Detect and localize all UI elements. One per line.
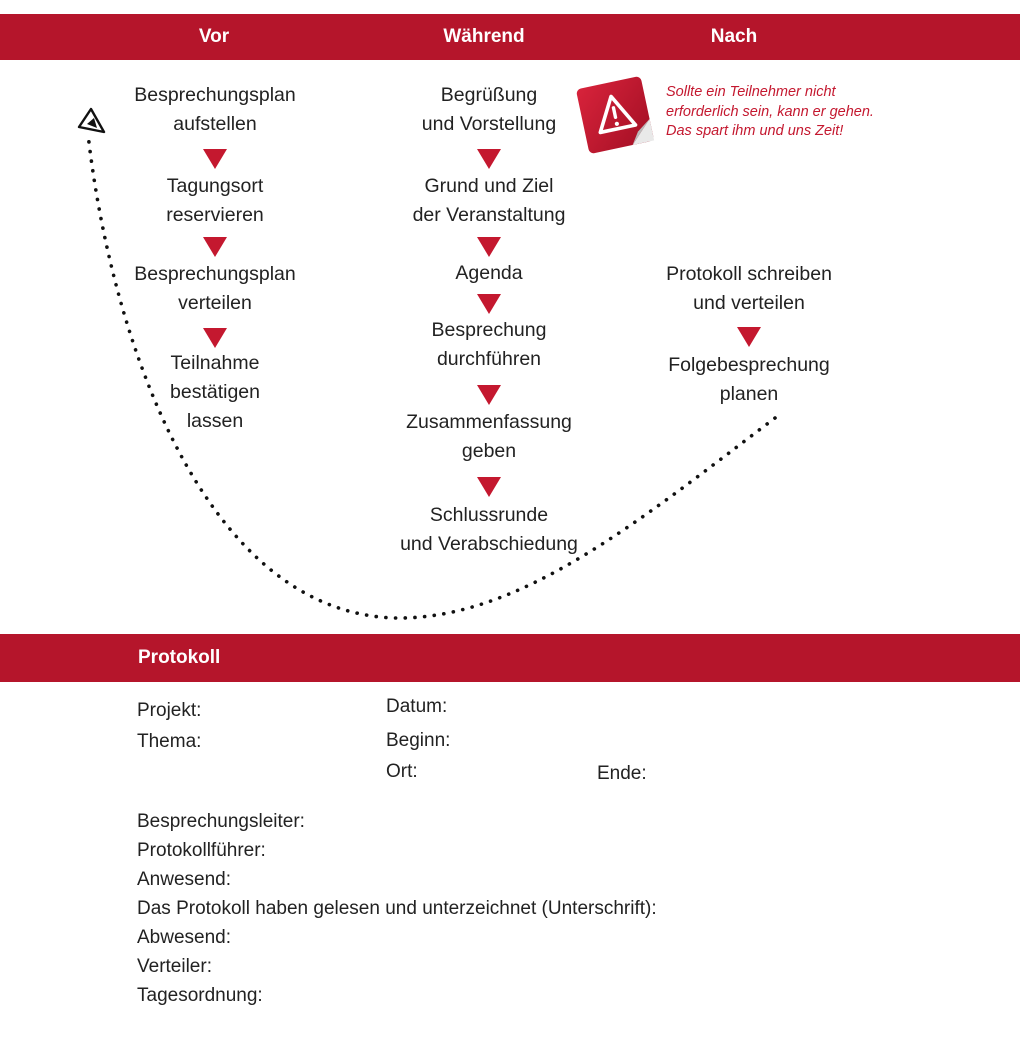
waehrend-step-6 [369,501,609,559]
waehrend-step-2 [369,172,609,230]
step-line: Besprechungsplan [134,84,296,106]
down-arrow-icon [477,237,501,257]
warning-icon [574,74,656,156]
step-line: Tagungsort [166,175,264,197]
step-line: Folgebesprechung [668,354,830,376]
vor-step-2 [95,172,335,230]
field-tagesordnung: Tagesordnung: [137,985,263,1006]
step-line: Agenda [455,262,523,284]
down-arrow-icon [477,477,501,497]
step-line: und Verabschiedung [400,533,578,555]
waehrend-step-4 [369,316,609,374]
field-besprechungsleiter: Besprechungsleiter: [137,811,305,832]
down-arrow-icon [477,385,501,405]
vor-step-3 [95,260,335,318]
field-ort: Ort: [386,761,418,782]
step-line: geben [461,440,517,462]
down-arrow-icon [203,149,227,169]
step-line: Grund und Ziel [424,175,554,197]
step-line: Protokoll schreiben [666,263,832,285]
waehrend-step-1 [369,81,609,139]
phase-label-nach: Nach [710,26,758,47]
field-ende: Ende: [597,763,647,784]
down-arrow-icon [203,328,227,348]
note-line: Sollte ein Teilnehmer nicht [666,84,836,100]
down-arrow-icon [477,149,501,169]
waehrend-step-3 [369,259,609,288]
waehrend-step-5 [369,408,609,466]
step-line: durchführen [436,348,542,370]
down-arrow-icon [203,237,227,257]
step-line: Besprechungsplan [134,263,296,285]
vor-step-4 [95,349,335,436]
note-line: Das spart ihm und uns Zeit! [666,123,844,139]
down-arrow-icon [737,327,761,347]
step-line: und Vorstellung [421,113,557,135]
warning-note [666,83,936,142]
field-abwesend: Abwesend: [137,927,232,948]
step-line: lassen [186,410,244,432]
field-verteiler: Verteiler: [137,956,212,977]
step-line: Teilnahme [170,352,260,374]
field-protokollfuehrer: Protokollführer: [137,840,266,861]
nach-step-1 [629,260,869,318]
phase-label-vor: Vor [198,26,230,47]
down-arrow-icon [477,294,501,314]
note-line: erforderlich sein, kann er gehen. [666,103,874,120]
step-line: reservieren [166,204,264,226]
step-line: aufstellen [173,113,257,135]
field-projekt: Projekt: [137,700,202,721]
step-line: Besprechung [431,319,547,341]
protokoll-title: Protokoll [138,647,221,668]
field-datum: Datum: [386,696,448,717]
nach-step-2 [629,351,869,409]
step-line: Begrüßung [440,84,538,106]
step-line: der Veranstaltung [412,204,566,226]
vor-step-1 [95,81,335,139]
step-line: planen [719,383,779,405]
step-line: Schlussrunde [429,504,549,526]
phase-label-waehrend: Während [443,26,525,47]
step-line: Zusammenfassung [406,411,572,433]
field-beginn: Beginn: [386,730,451,751]
step-line: verteilen [178,292,252,314]
field-unterschrift: Das Protokoll haben gelesen und unterzeichnet (Unterschrift): [137,898,657,919]
step-line: bestätigen [170,381,260,403]
step-line: und verteilen [693,292,805,314]
field-anwesend: Anwesend: [137,869,232,890]
field-thema: Thema: [137,731,202,752]
protokoll-header-bar [0,634,1020,682]
